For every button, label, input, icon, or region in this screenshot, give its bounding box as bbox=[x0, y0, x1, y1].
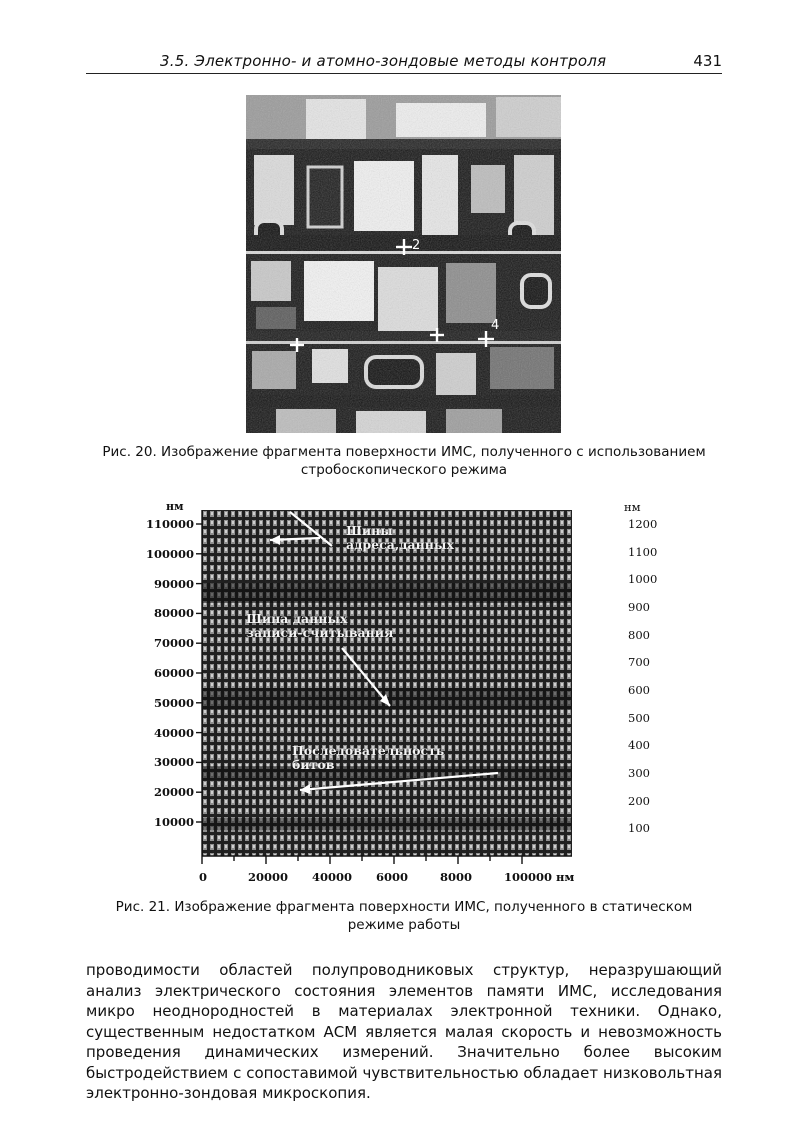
y-tick-label: 90000 bbox=[153, 576, 194, 591]
annotation-bit-sequence: Последовательность битов bbox=[292, 743, 445, 772]
running-title: 3.5. Электронно- и атомно-зондовые методы контроля bbox=[160, 52, 607, 70]
y-tick-label: 60000 bbox=[153, 666, 194, 680]
colorbar-tick-label: 200 bbox=[628, 793, 650, 808]
colorbar-tick-label: 300 bbox=[628, 765, 650, 780]
figure-21-caption: Рис. 21. Изображение фрагмента поверхности ИМС, полученного в статическом режиме работы bbox=[115, 899, 693, 933]
figure-21-axes bbox=[120, 498, 600, 898]
x-tick-label: 40000 bbox=[312, 870, 353, 884]
x-tick-label: 20000 bbox=[248, 870, 289, 884]
marker-label-2: 2 bbox=[412, 238, 421, 253]
y-tick-label: 110000 bbox=[145, 517, 194, 531]
colorbar-tick-label: 800 bbox=[628, 627, 650, 642]
colorbar-tick-label: 900 bbox=[628, 599, 650, 614]
y-tick-label: 20000 bbox=[153, 785, 194, 800]
page-number: 431 bbox=[693, 52, 722, 70]
y-tick-label: 30000 bbox=[153, 755, 194, 770]
colorbar-unit: нм bbox=[624, 500, 641, 514]
colorbar-tick-label: 600 bbox=[628, 682, 650, 697]
y-tick-label: 70000 bbox=[153, 636, 194, 651]
y-tick-label: 40000 bbox=[153, 725, 194, 740]
colorbar-tick-label: 1000 bbox=[628, 572, 658, 587]
colorbar-tick-label: 1100 bbox=[628, 544, 658, 559]
x-tick-label: 0 bbox=[199, 870, 208, 884]
figure-20-caption: Рис. 20. Изображение фрагмента поверхности ИМС, полученного с использованием стробоскопического режима bbox=[102, 444, 706, 478]
x-tick-label: 100000 нм bbox=[504, 870, 575, 884]
heatmap-image bbox=[202, 510, 572, 856]
colorbar-tick-label: 400 bbox=[628, 738, 650, 753]
colorbar-tick-label: 1200 bbox=[628, 516, 658, 531]
figure-20-image bbox=[246, 95, 561, 433]
y-tick-label: 50000 bbox=[153, 695, 194, 710]
running-header bbox=[86, 52, 722, 74]
colorbar-tick-label: 100 bbox=[628, 821, 650, 836]
figure-20-micrograph bbox=[246, 95, 561, 433]
body-paragraph: проводимости областей полупроводниковых структур, неразрушающий анализ электрического состояния элементов памяти ИМС, исследования микро неоднородностей в материалах электронной техники. Однако, существенным недостатком АСМ является малая скорость и невозможность проведения динамических измерений. Значительно более высоким быстродействием с сопоставимой чувствительностью обладает низковольтная электронно-зондовая микроскопия. bbox=[86, 961, 722, 1102]
colorbar-tick-label: 700 bbox=[628, 655, 650, 670]
y-axis-unit: нм bbox=[166, 500, 184, 513]
x-tick-label: 8000 bbox=[440, 870, 473, 884]
x-tick-label: 6000 bbox=[376, 870, 409, 884]
annotation-bus-write-read: Шина данных записи-считывания bbox=[246, 611, 394, 640]
colorbar-tick-label: 500 bbox=[628, 710, 650, 725]
annotation-bus-address-data: Шины адреса,данных bbox=[346, 523, 454, 552]
header-rule bbox=[86, 73, 722, 74]
marker-label-4: 4 bbox=[491, 318, 500, 333]
y-tick-label: 80000 bbox=[153, 606, 194, 621]
y-tick-label: 100000 bbox=[145, 546, 194, 561]
y-tick-label: 10000 bbox=[153, 815, 194, 829]
figure-21 bbox=[120, 498, 658, 898]
